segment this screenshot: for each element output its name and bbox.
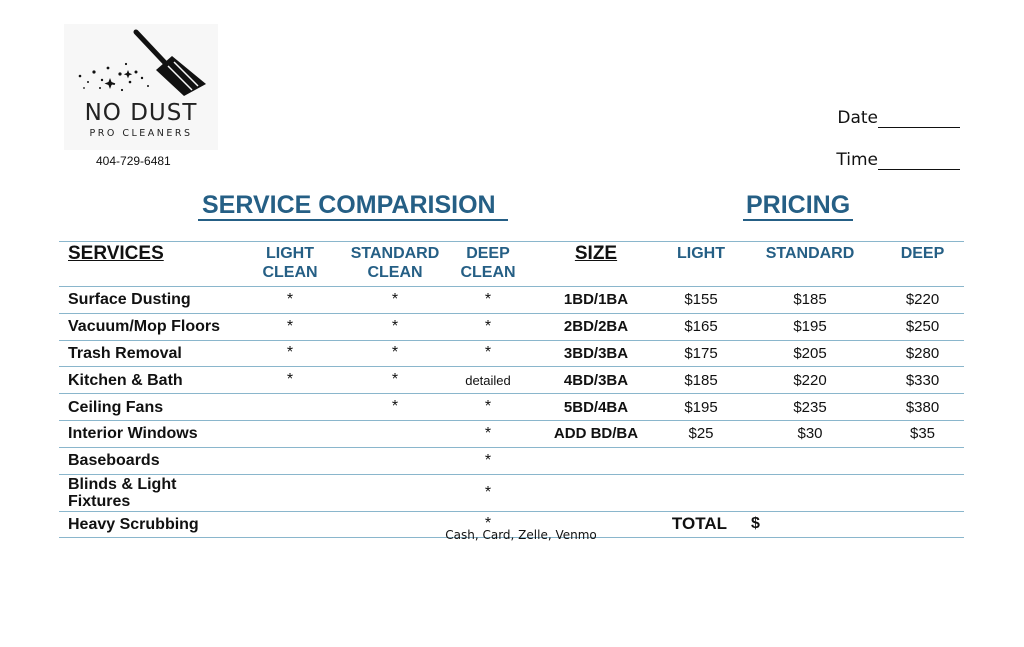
light-clean-mark <box>237 474 343 511</box>
price-light <box>663 474 739 511</box>
price-standard <box>739 447 881 474</box>
price-light <box>663 447 739 474</box>
table-row <box>59 313 964 340</box>
header-price-light: LIGHT <box>663 242 739 287</box>
payment-methods: Cash, Card, Zelle, Venmo <box>445 528 597 542</box>
price-standard: $220 <box>739 367 881 394</box>
table-row <box>59 420 964 447</box>
price-standard: $235 <box>739 394 881 421</box>
total-value-field[interactable]: $ <box>739 511 881 538</box>
light-clean-mark: * <box>237 367 343 394</box>
logo-subtitle: PRO CLEANERS <box>89 128 193 139</box>
table-header-row <box>59 242 964 287</box>
time-label: Time <box>836 150 878 170</box>
size-label: 2BD/2BA <box>529 313 663 340</box>
header-price-standard: STANDARD <box>739 242 881 287</box>
standard-clean-mark: * <box>343 287 447 314</box>
price-light: $165 <box>663 313 739 340</box>
date-label: Date <box>837 108 878 128</box>
services-pricing-table <box>59 241 964 538</box>
phone-number: 404-729-6481 <box>96 154 171 168</box>
service-name: Trash Removal <box>59 340 237 367</box>
total-label: TOTAL <box>663 511 739 538</box>
size-label: 4BD/3BA <box>529 367 663 394</box>
time-field[interactable] <box>836 150 960 170</box>
price-standard: $30 <box>739 420 881 447</box>
price-deep: $220 <box>881 287 964 314</box>
size-label: ADD BD/BA <box>529 420 663 447</box>
service-comparison-heading: SERVICE COMPARISION <box>198 191 508 221</box>
service-name: Interior Windows <box>59 420 237 447</box>
price-deep: $35 <box>881 420 964 447</box>
size-label: 1BD/1BA <box>529 287 663 314</box>
light-clean-mark: * <box>237 340 343 367</box>
light-clean-mark <box>237 447 343 474</box>
company-logo <box>64 24 218 150</box>
price-deep: $330 <box>881 367 964 394</box>
standard-clean-mark <box>343 474 447 511</box>
table-row <box>59 474 964 511</box>
standard-clean-mark: * <box>343 313 447 340</box>
price-standard: $205 <box>739 340 881 367</box>
light-clean-mark <box>237 420 343 447</box>
broom-icon <box>64 24 218 104</box>
table-row <box>59 287 964 314</box>
header-size: SIZE <box>529 242 663 287</box>
standard-clean-mark: * <box>343 394 447 421</box>
size-label: 5BD/4BA <box>529 394 663 421</box>
deep-clean-mark: * <box>447 511 529 538</box>
price-deep <box>881 447 964 474</box>
table-row <box>59 367 964 394</box>
price-standard: $185 <box>739 287 881 314</box>
deep-clean-mark: detailed <box>447 367 529 394</box>
price-standard <box>739 474 881 511</box>
price-light: $175 <box>663 340 739 367</box>
table-row <box>59 447 964 474</box>
date-field[interactable] <box>837 108 960 128</box>
size-label <box>529 474 663 511</box>
service-name: Vacuum/Mop Floors <box>59 313 237 340</box>
price-deep: $280 <box>881 340 964 367</box>
price-light: $195 <box>663 394 739 421</box>
service-name: Blinds & Light Fixtures <box>59 474 237 511</box>
service-name: Kitchen & Bath <box>59 367 237 394</box>
time-line <box>878 151 960 170</box>
price-light: $185 <box>663 367 739 394</box>
standard-clean-mark <box>343 447 447 474</box>
price-deep: $250 <box>881 313 964 340</box>
price-light: $25 <box>663 420 739 447</box>
price-light: $155 <box>663 287 739 314</box>
header-light-clean: LIGHT CLEAN <box>237 242 343 287</box>
table-row <box>59 394 964 421</box>
date-line <box>878 109 960 128</box>
deep-clean-mark: * <box>447 394 529 421</box>
light-clean-mark <box>237 394 343 421</box>
deep-clean-mark: * <box>447 287 529 314</box>
light-clean-mark: * <box>237 287 343 314</box>
standard-clean-mark <box>343 420 447 447</box>
price-deep <box>881 474 964 511</box>
price-standard: $195 <box>739 313 881 340</box>
standard-clean-mark: * <box>343 340 447 367</box>
size-label <box>529 447 663 474</box>
header-price-deep: DEEP <box>881 242 964 287</box>
price-deep: $380 <box>881 394 964 421</box>
header-standard-clean: STANDARD CLEAN <box>343 242 447 287</box>
deep-clean-mark: * <box>447 447 529 474</box>
logo-name: NO DUST <box>84 100 198 126</box>
deep-clean-mark: * <box>447 313 529 340</box>
table-row <box>59 340 964 367</box>
deep-clean-mark: * <box>447 340 529 367</box>
light-clean-mark: * <box>237 313 343 340</box>
standard-clean-mark: * <box>343 367 447 394</box>
deep-clean-mark: * <box>447 474 529 511</box>
header-services: SERVICES <box>59 242 237 287</box>
deep-clean-mark: * <box>447 420 529 447</box>
service-name: Heavy Scrubbing <box>59 511 237 538</box>
service-name: Ceiling Fans <box>59 394 237 421</box>
header-deep-clean: DEEP CLEAN <box>447 242 529 287</box>
service-name: Baseboards <box>59 447 237 474</box>
pricing-heading: PRICING <box>743 191 853 221</box>
service-name: Surface Dusting <box>59 287 237 314</box>
size-label: 3BD/3BA <box>529 340 663 367</box>
